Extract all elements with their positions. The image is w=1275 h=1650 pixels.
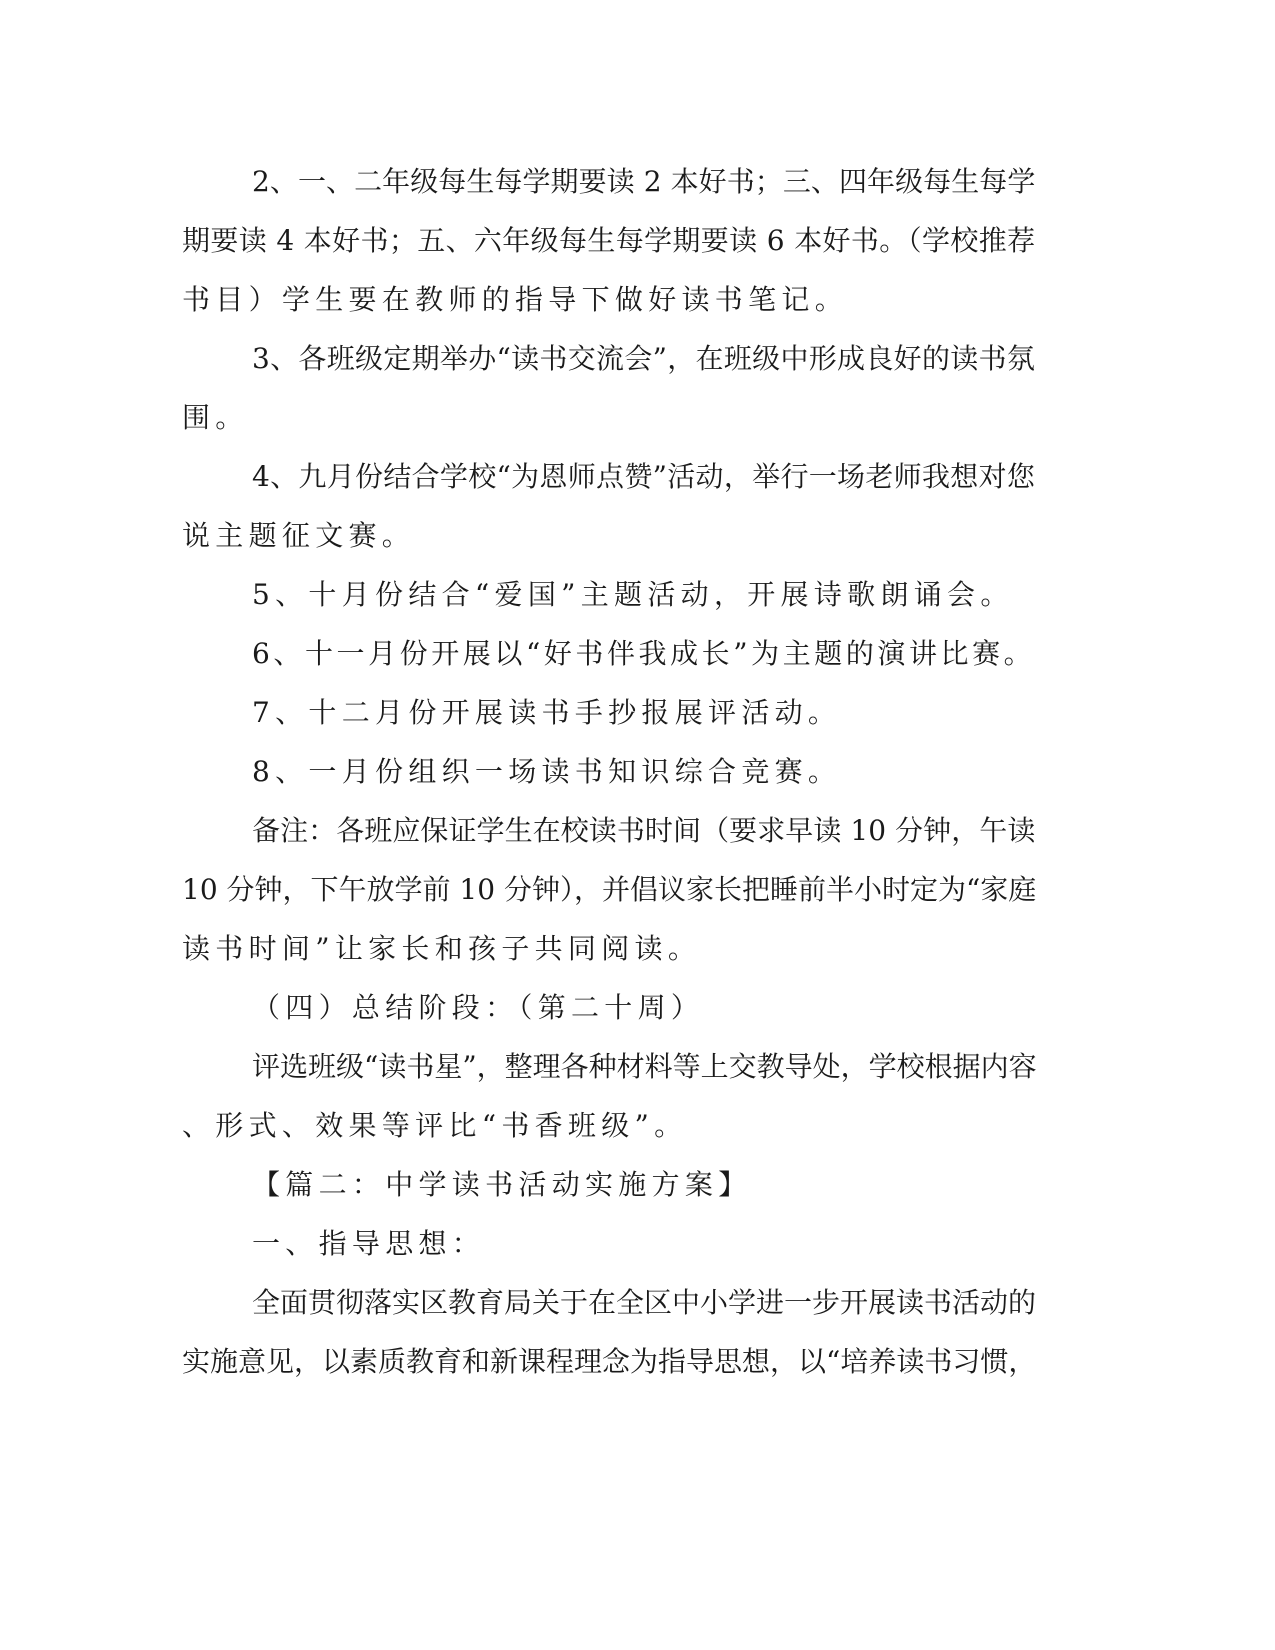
section-heading: （四）总结阶段：（第二十周） bbox=[252, 991, 705, 1024]
paragraph-line: 读书时间”让家长和孩子共同阅读。 bbox=[182, 932, 702, 965]
paragraph-line: 围。 bbox=[182, 401, 249, 434]
paragraph-line: 评选班级“读书星”，整理各种材料等上交教导处，学校根据内容 bbox=[252, 1050, 1037, 1083]
chapter-heading: 【篇二：中学读书活动实施方案】 bbox=[252, 1168, 752, 1201]
paragraph-line: 期要读 4 本好书；五、六年级每生每学期要读 6 本好书。（学校推荐 bbox=[182, 224, 1036, 257]
paragraph-line: 8、一月份组织一场读书知识综合竞赛。 bbox=[252, 755, 842, 788]
paragraph-line: 6、十一月份开展以“好书伴我成长”为主题的演讲比赛。 bbox=[252, 637, 1036, 670]
paragraph-line: 3、各班级定期举办“读书交流会”，在班级中形成良好的读书氛 bbox=[252, 342, 1036, 375]
paragraph-line: 书目）学生要在教师的指导下做好读书笔记。 bbox=[182, 283, 849, 316]
paragraph-line: 实施意见，以素质教育和新课程理念为指导思想，以“培养读书习惯， bbox=[182, 1345, 1037, 1378]
paragraph-line: 4、九月份结合学校“为恩师点赞”活动，举行一场老师我想对您 bbox=[252, 460, 1036, 493]
paragraph-line: 5、十月份结合“爱国”主题活动，开展诗歌朗诵会。 bbox=[252, 578, 1014, 611]
paragraph-line: 全面贯彻落实区教育局关于在全区中小学进一步开展读书活动的 bbox=[252, 1286, 1037, 1319]
paragraph-line: 10 分钟，下午放学前 10 分钟），并倡议家长把睡前半小时定为“家庭 bbox=[182, 873, 1037, 906]
paragraph-line: 7、十二月份开展读书手抄报展评活动。 bbox=[252, 696, 842, 729]
paragraph-line: 备注：各班应保证学生在校读书时间（要求早读 10 分钟，午读 bbox=[252, 814, 1036, 847]
paragraph-line: 2、一、二年级每生每学期要读 2 本好书；三、四年级每生每学 bbox=[252, 165, 1036, 198]
paragraph-line: 说主题征文赛。 bbox=[182, 519, 416, 552]
paragraph-line: 、形式、效果等评比“书香班级”。 bbox=[182, 1109, 688, 1142]
section-heading: 一、指导思想： bbox=[252, 1227, 486, 1260]
